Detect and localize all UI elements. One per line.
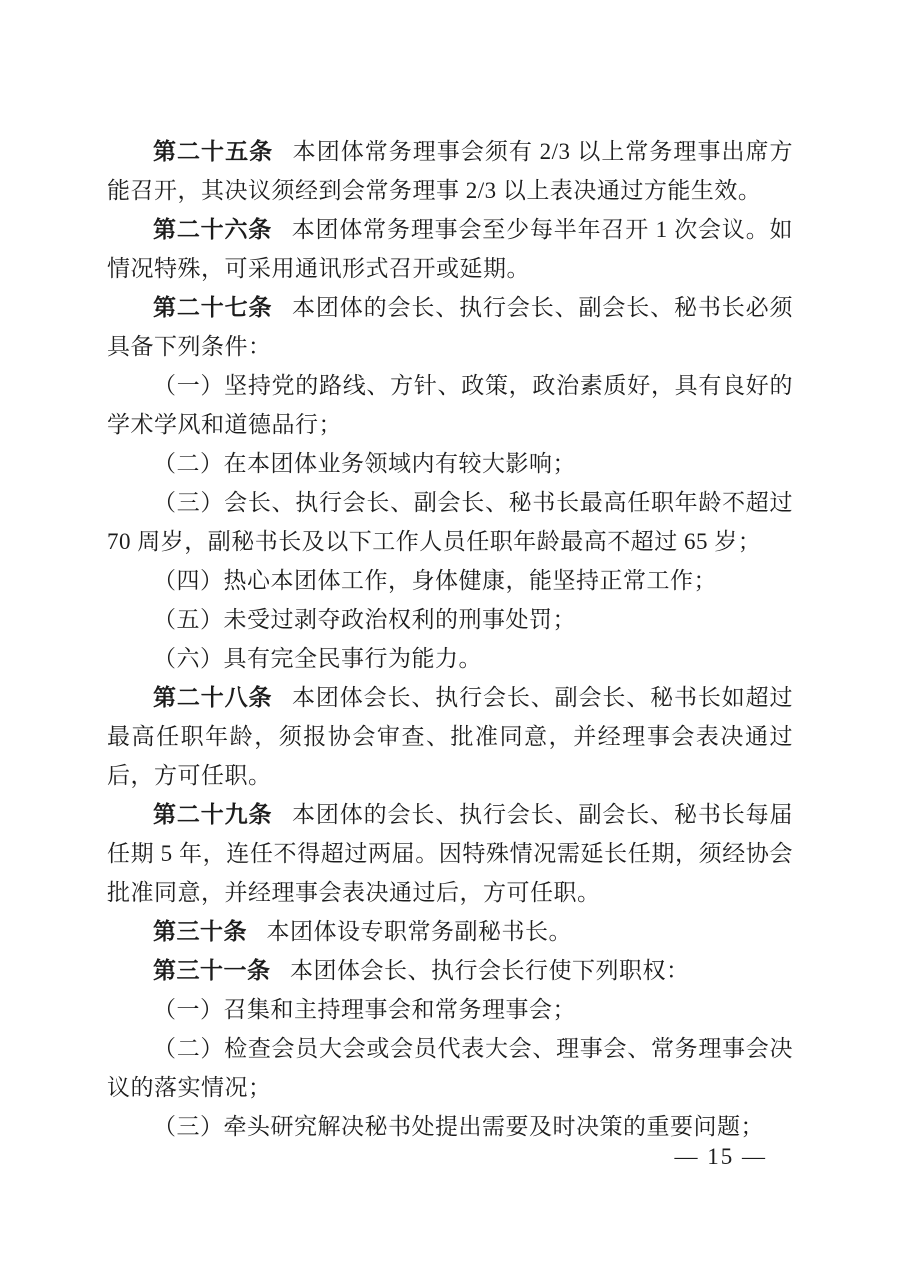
page-number: — 15 — bbox=[674, 1144, 767, 1169]
clause-paragraph bbox=[107, 639, 793, 678]
article-text: 本团体常务理事会至少每半年召开 1 次会议。如情况特殊，可采用通讯形式召开或延期。 bbox=[107, 217, 794, 281]
article-text: 本团体会长、执行会长行使下列职权： bbox=[290, 958, 690, 983]
article-paragraph bbox=[107, 951, 793, 990]
clause-text: （四）热心本团体工作，身体健康，能坚持正常工作； bbox=[153, 568, 717, 593]
clause-text: （二）在本团体业务领域内有较大影响； bbox=[153, 451, 576, 476]
clause-paragraph bbox=[107, 600, 793, 639]
article-number: 第三十条 bbox=[153, 919, 247, 944]
article-number: 第二十五条 bbox=[153, 139, 274, 164]
article-text: 本团体会长、执行会长、副会长、秘书长如超过最高任职年龄，须报协会审查、批准同意，并经理事会表决通过后，方可任职。 bbox=[107, 685, 794, 788]
article-paragraph bbox=[107, 210, 793, 288]
article-number: 第二十九条 bbox=[153, 802, 273, 827]
clause-text: （一）坚持党的路线、方针、政策，政治素质好，具有良好的学术学风和道德品行； bbox=[107, 373, 793, 437]
clause-paragraph bbox=[107, 444, 793, 483]
article-number: 第二十七条 bbox=[153, 295, 273, 320]
article-text: 本团体常务理事会须有 2/3 以上常务理事出席方能召开，其决议须经到会常务理事 2/3 以上表决通过方能生效。 bbox=[107, 139, 794, 203]
article-text: 本团体设专职常务副秘书长。 bbox=[266, 919, 573, 944]
clause-text: （三）牵头研究解决秘书处提出需要及时决策的重要问题； bbox=[153, 1114, 764, 1139]
clause-text: （二）检查会员大会或会员代表大会、理事会、常务理事会决议的落实情况； bbox=[107, 1036, 793, 1100]
clause-paragraph bbox=[107, 1029, 793, 1107]
clause-text: （三）会长、执行会长、副会长、秘书长最高任职年龄不超过 70 周岁，副秘书长及以下工作人员任职年龄最高不超过 65 岁； bbox=[107, 490, 793, 554]
article-paragraph bbox=[107, 912, 793, 951]
article-paragraph bbox=[107, 288, 793, 366]
clause-text: （六）具有完全民事行为能力。 bbox=[153, 646, 482, 671]
clause-paragraph bbox=[107, 366, 793, 444]
document-text-block bbox=[107, 132, 793, 1146]
article-text: 本团体的会长、执行会长、副会长、秘书长每届任期 5 年，连任不得超过两届。因特殊情况需延长任期，须经协会批准同意，并经理事会表决通过后，方可任职。 bbox=[107, 802, 794, 905]
article-paragraph bbox=[107, 678, 793, 795]
article-number: 第二十六条 bbox=[153, 217, 273, 242]
article-paragraph bbox=[107, 132, 793, 210]
clause-paragraph bbox=[107, 1107, 793, 1146]
clause-text: （一）召集和主持理事会和常务理事会； bbox=[153, 997, 576, 1022]
clause-paragraph bbox=[107, 483, 793, 561]
article-text: 本团体的会长、执行会长、副会长、秘书长必须具备下列条件： bbox=[107, 295, 794, 359]
article-paragraph bbox=[107, 795, 793, 912]
clause-text: （五）未受过剥夺政治权利的刑事处罚； bbox=[153, 607, 576, 632]
article-number: 第三十一条 bbox=[153, 958, 271, 983]
clause-paragraph bbox=[107, 990, 793, 1029]
article-number: 第二十八条 bbox=[153, 685, 273, 710]
clause-paragraph bbox=[107, 561, 793, 600]
